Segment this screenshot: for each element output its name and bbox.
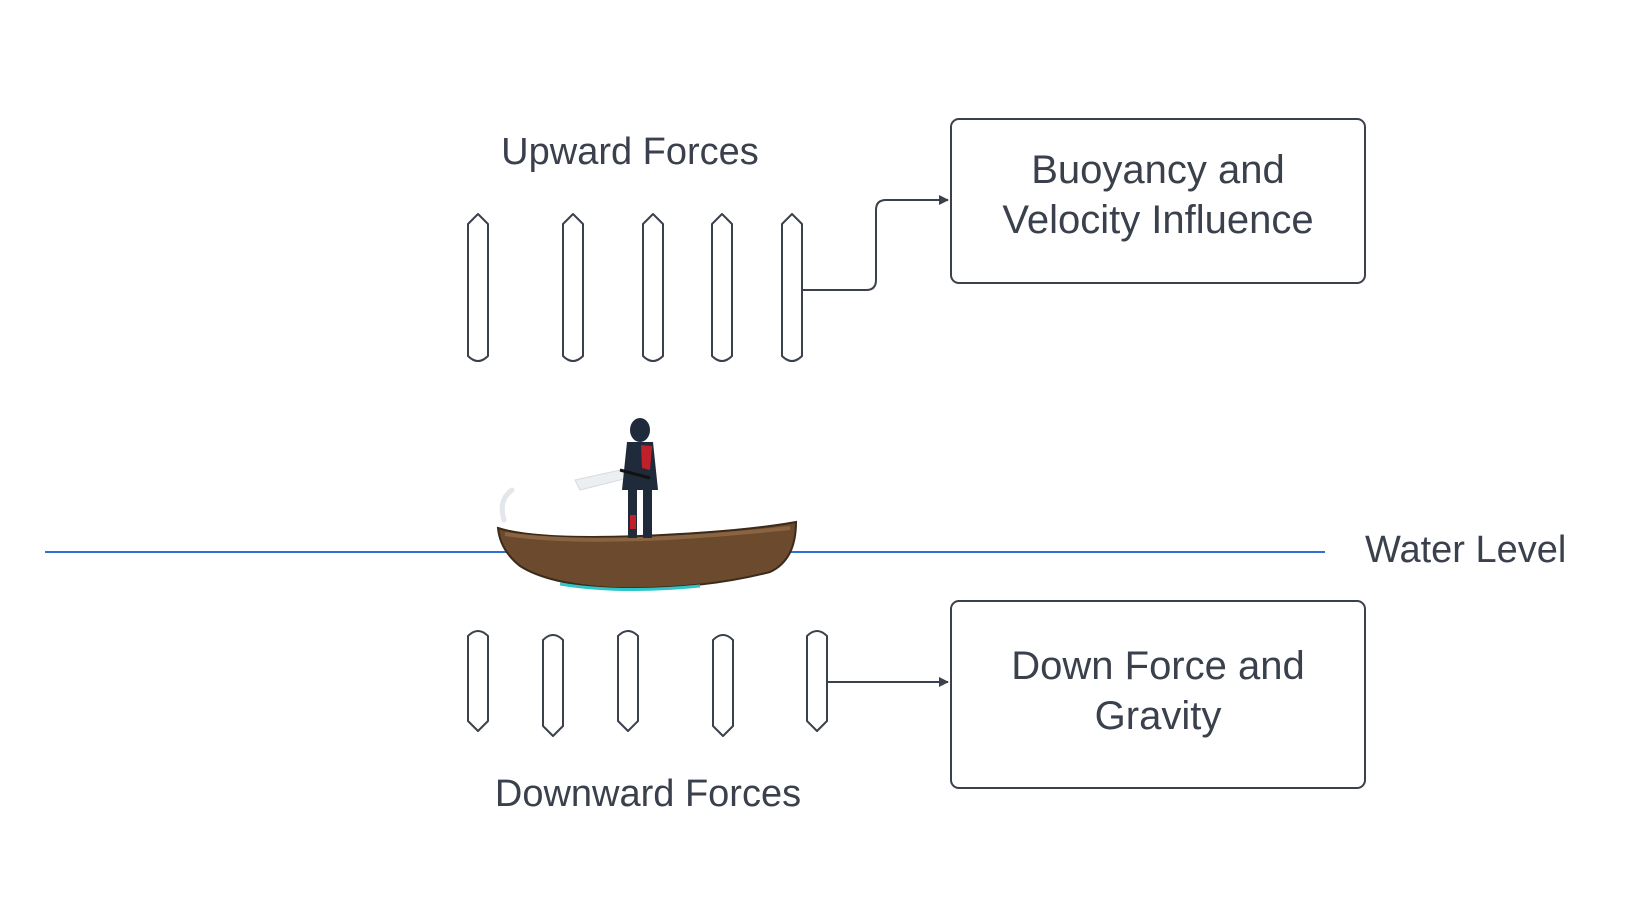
boat-with-figure-icon (498, 418, 796, 590)
buoyancy-box-line-1: Buoyancy and (1031, 148, 1285, 192)
buoyancy-box-line-2: Velocity Influence (1002, 198, 1314, 242)
downward-forces-label: Downward Forces (494, 773, 802, 815)
upward-to-buoyancy-connector (802, 200, 948, 290)
upward-arrow (643, 214, 663, 361)
figure (620, 418, 658, 538)
upward-arrows (468, 214, 802, 361)
downward-arrow (543, 635, 563, 736)
downward-arrows (468, 631, 827, 736)
downward-arrow (713, 635, 733, 736)
down-force-box-line-2: Gravity (1094, 694, 1222, 738)
upward-arrow (782, 214, 802, 361)
down-force-box-line-1: Down Force and (1011, 644, 1305, 688)
downward-arrow (618, 631, 638, 731)
upward-arrow (468, 214, 488, 361)
downward-arrow (807, 631, 827, 731)
upward-arrow (563, 214, 583, 361)
upward-arrow (712, 214, 732, 361)
upward-forces-label: Upward Forces (501, 131, 759, 173)
downward-arrow (468, 631, 488, 731)
water-level-label: Water Level (1365, 529, 1567, 571)
